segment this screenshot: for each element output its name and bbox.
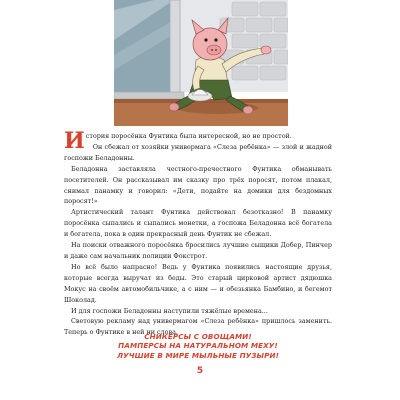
advertisement-slogan — [64, 332, 332, 360]
slogan-line: ПАМПЕРСЫ НА НАТУРАЛЬНОМ МЕХУ! — [118, 341, 278, 351]
paragraph-8: Световую рекламу над универмагом «Слеза ребёнка» пришлось заменить. Теперь о Фунтике в ней ни слова. — [64, 317, 332, 337]
slogan-line: СНИКЕРСЫ С ОВОЩАМИ! — [144, 332, 252, 341]
illustration-picture — [114, 0, 288, 126]
paragraph-7: И для госпожи Беладонны наступили тяжёлые времена... — [71, 306, 268, 315]
slogan-line: ЛУЧШИЕ В МИРЕ МЫЛЬНЫЕ ПУЗЫРИ! — [117, 350, 279, 360]
story-text — [64, 128, 332, 338]
drop-cap: И — [64, 128, 85, 154]
paragraph-2: Он сбежал от хозяйки универмага «Слеза ребёнка» — злой и жадной госпожи Беладонны. — [64, 142, 332, 162]
paragraph-4: Артистический талант Фунтика действовал безотказно! В панамку поросёнка сыпались и сыпались монетки, а госпожа Беладонна всё богатела и богатела, пока в один прекрасный день Фунтик не сбежал. — [64, 208, 332, 239]
paragraph-6: Но всё было напрасно! Ведь у Фунтика появились настоящие друзья, которые всегда выручат из беды. Это старый цирковой артист дядюшка Мокус на своём автомобильчике, а с ним — и обезьянка Бамбино, и бегемот Шоколад. — [64, 262, 332, 304]
paragraph-1: История поросёнка Фунтика была интересной, но не простой. — [64, 128, 292, 154]
funtik-illustration — [114, 0, 288, 126]
paragraph-3: Беладонна заставляла честного-пречестного Фунтика обманывать посетителей. Он рассказывал им сказку про трёх поросят, потом плакал, снимал панамку и говорил: «Дети, подайте на домики для бездомных поросят!» — [64, 164, 332, 206]
page-number: 5 — [196, 366, 204, 376]
paragraph-5: На поиски отважного поросёнка бросились лучшие сыщики Добер, Пинчер и даже сам начальник полиции Фокстрот. — [64, 241, 332, 260]
